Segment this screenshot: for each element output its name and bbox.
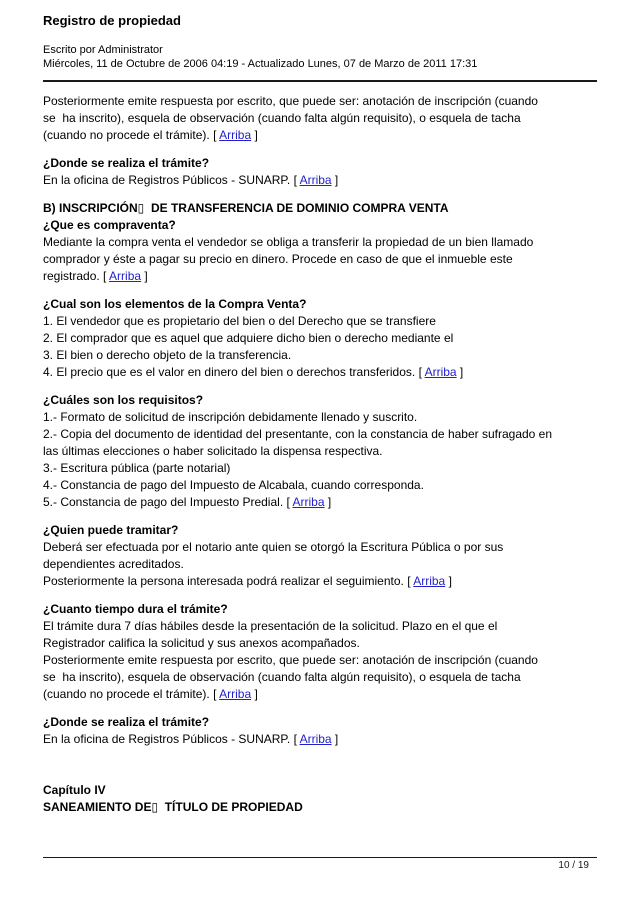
heading-line [43, 601, 597, 618]
bracket-open: [ [283, 495, 293, 509]
text-line [43, 426, 597, 443]
bracket-close: ] [331, 732, 339, 746]
dateline: Miércoles, 11 de Octubre de 2006 04:19 - Actualizado Lunes, 07 de Marzo de 2011 17:31 [43, 58, 478, 70]
arriba-link[interactable]: Arriba [219, 128, 252, 142]
text-line [43, 539, 597, 556]
text-line [43, 635, 597, 652]
line-text: Registrador califica la solicitud y sus anexos acompañados. [43, 636, 360, 650]
content-block [43, 714, 597, 748]
bracket-close: ] [251, 687, 258, 701]
page-number: 10 / 19 [558, 860, 589, 871]
arriba-link[interactable]: Arriba [413, 574, 446, 588]
content-block [43, 93, 597, 144]
heading-line [43, 714, 597, 731]
line-text: 3.- Escritura pública (parte notarial) [43, 461, 231, 475]
text-line [43, 268, 597, 285]
line-text: En la oficina de Registros Públicos - SUNARP. [43, 173, 291, 187]
line-text: Posteriormente emite respuesta por escrito, que puede ser: anotación de inscripción (cuando [43, 653, 538, 667]
bracket-close: ] [141, 269, 148, 283]
bracket-close: ] [445, 574, 452, 588]
text-line [43, 573, 597, 590]
text-line [43, 110, 597, 127]
bracket-open: [ [415, 365, 425, 379]
line-text: 4.- Constancia de pago del Impuesto de Alcabala, cuando corresponda. [43, 478, 424, 492]
arriba-link[interactable]: Arriba [424, 365, 457, 379]
heading-line [43, 782, 597, 799]
heading-line [43, 296, 597, 313]
bracket-close: ] [331, 173, 339, 187]
line-text: ¿Donde se realiza el trámite? [43, 715, 210, 729]
text-line [43, 618, 597, 635]
byline: Escrito por Administrator [43, 44, 163, 56]
bracket-close: ] [456, 365, 464, 379]
article-meta [43, 43, 597, 71]
text-line [43, 93, 597, 110]
content-block [43, 392, 597, 511]
heading-line [43, 799, 597, 816]
text-line [43, 364, 597, 381]
content-block [43, 296, 597, 381]
bracket-open: [ [99, 269, 110, 283]
line-text: Posteriormente la persona interesada podrá realizar el seguimiento. [43, 574, 404, 588]
line-text: ¿Cuáles son los requisitos? [43, 393, 204, 407]
line-text: 2. El comprador que es aquel que adquiere dicho bien o derecho mediante el [43, 331, 454, 345]
line-text: 1. El vendedor que es propietario del bien o del Derecho que se transfiere [43, 314, 436, 328]
content-block [43, 782, 597, 816]
text-line [43, 556, 597, 573]
bracket-open: [ [209, 128, 220, 142]
heading-line [43, 200, 597, 217]
line-text: 1.- Formato de solicitud de inscripción debidamente llenado y suscrito. [43, 410, 418, 424]
heading-line [43, 155, 597, 172]
text-line [43, 347, 597, 364]
content-block [43, 200, 597, 285]
line-text: comprador y éste a pagar su precio en dinero. Procede en caso de que el inmueble este [43, 252, 513, 266]
line-text: ¿Cual son los elementos de la Compra Venta? [43, 297, 307, 311]
line-text: se ha inscrito), esquela de observación (cuando falta algún requisito), o esquela de tacha [43, 670, 521, 684]
bracket-open: [ [290, 732, 300, 746]
bracket-open: [ [290, 173, 300, 187]
text-line [43, 409, 597, 426]
line-text: El trámite dura 7 días hábiles desde la presentación de la solicitud. Plazo en el que el [43, 619, 498, 633]
text-line [43, 494, 597, 511]
content-block [43, 155, 597, 189]
header-divider [43, 80, 597, 82]
line-text: 4. El precio que es el valor en dinero del bien o derechos transferidos. [43, 365, 416, 379]
content-block [43, 522, 597, 590]
text-line [43, 686, 597, 703]
line-text: B) INSCRIPCIÓN▯ DE TRANSFERENCIA DE DOMINIO COMPRA VENTA [43, 201, 449, 215]
line-text: 5.- Constancia de pago del Impuesto Predial. [43, 495, 284, 509]
bracket-close: ] [251, 128, 258, 142]
content [43, 93, 597, 816]
arriba-link[interactable]: Arriba [299, 173, 332, 187]
text-line [43, 652, 597, 669]
line-text: 2.- Copia del documento de identidad del presentante, con la constancia de haber sufragado en [43, 427, 553, 441]
line-text: Mediante la compra venta el vendedor se obliga a transferir la propiedad de un bien llamado [43, 235, 534, 249]
line-text: ¿Cuanto tiempo dura el trámite? [43, 602, 228, 616]
line-text: (cuando no procede el trámite). [43, 128, 210, 142]
arriba-link[interactable]: Arriba [299, 732, 332, 746]
line-text: En la oficina de Registros Públicos - SUNARP. [43, 732, 291, 746]
line-text: Capítulo IV [43, 783, 106, 797]
line-text: ¿Quien puede tramitar? [43, 523, 179, 537]
text-line [43, 443, 597, 460]
content-block [43, 601, 597, 703]
arriba-link[interactable]: Arriba [292, 495, 325, 509]
page-title: Registro de propiedad [43, 13, 181, 28]
text-line [43, 313, 597, 330]
line-text: Deberá ser efectuada por el notario ante quien se otorgó la Escritura Pública o por sus [43, 540, 504, 554]
line-text: 3. El bien o derecho objeto de la transferencia. [43, 348, 292, 362]
text-line [43, 669, 597, 686]
line-text: (cuando no procede el trámite). [43, 687, 210, 701]
line-text: ¿Donde se realiza el trámite? [43, 156, 210, 170]
heading-line [43, 522, 597, 539]
text-line [43, 477, 597, 494]
line-text: dependientes acreditados. [43, 557, 184, 571]
bracket-close: ] [324, 495, 332, 509]
arriba-link[interactable]: Arriba [109, 269, 142, 283]
line-text: SANEAMIENTO DE▯ TÍTULO DE PROPIEDAD [43, 800, 303, 814]
line-text: Posteriormente emite respuesta por escrito, que puede ser: anotación de inscripción (cuando [43, 94, 538, 108]
text-line [43, 460, 597, 477]
arriba-link[interactable]: Arriba [219, 687, 252, 701]
heading-line [43, 217, 597, 234]
line-text: registrado. [43, 269, 100, 283]
text-line [43, 731, 597, 748]
line-text: ¿Que es compraventa? [43, 218, 176, 232]
text-line [43, 234, 597, 251]
bracket-open: [ [209, 687, 220, 701]
line-text: las últimas elecciones o haber solicitado la dispensa respectiva. [43, 444, 383, 458]
text-line [43, 251, 597, 268]
line-text: se ha inscrito), esquela de observación (cuando falta algún requisito), o esquela de tacha [43, 111, 521, 125]
bracket-open: [ [403, 574, 414, 588]
text-line [43, 172, 597, 189]
text-line [43, 330, 597, 347]
text-line [43, 127, 597, 144]
page-footer [43, 857, 597, 872]
heading-line [43, 392, 597, 409]
